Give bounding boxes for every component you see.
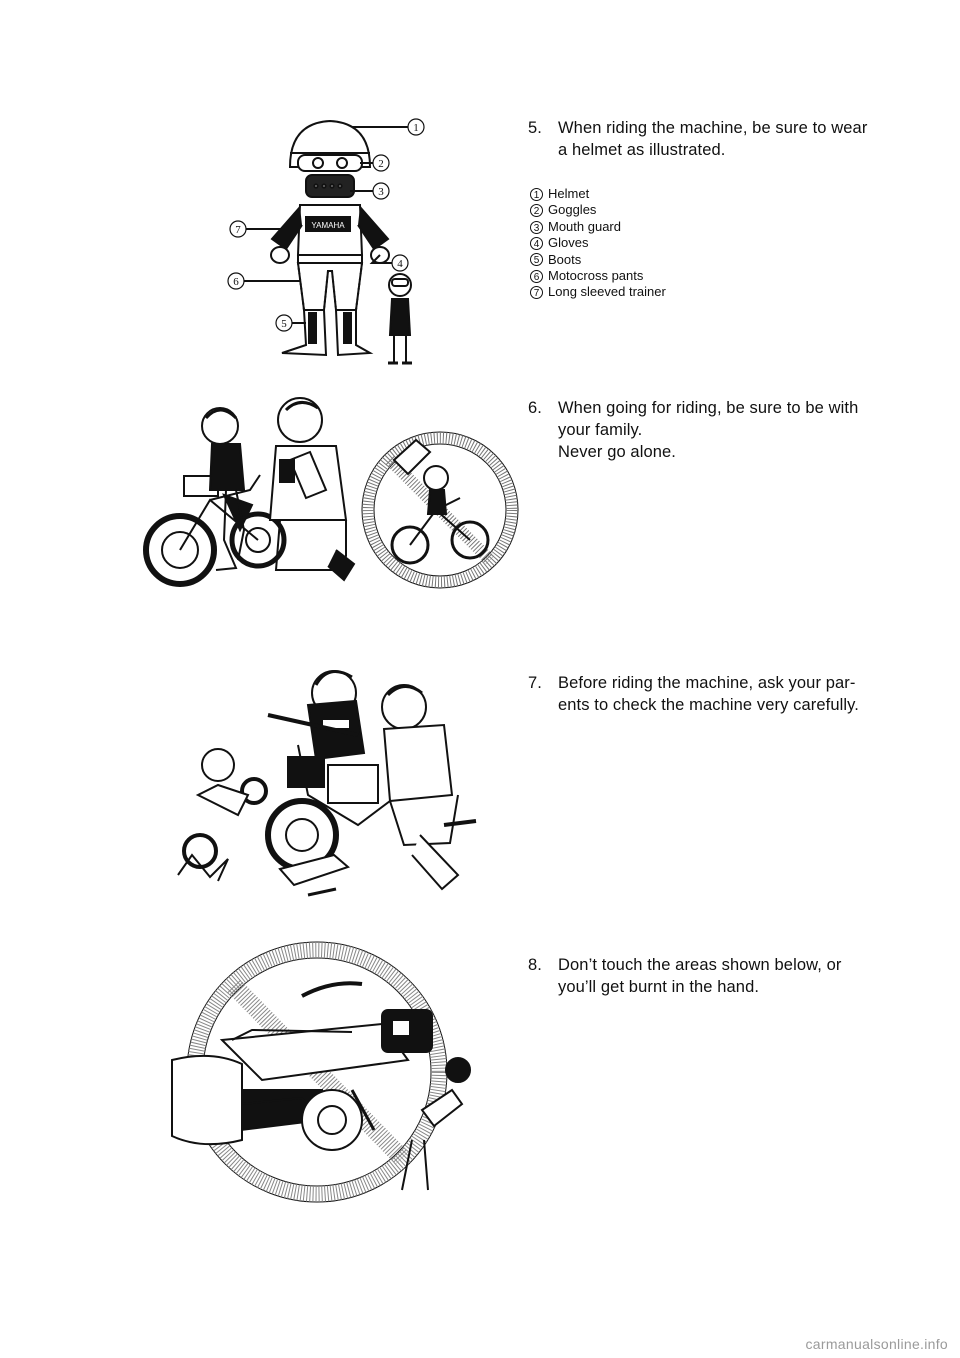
step-number: 6. [528, 399, 542, 417]
legend-mark: 2 [530, 204, 543, 217]
gear-legend [530, 186, 666, 301]
step-text-line: a helmet as illustrated. [558, 141, 726, 159]
figure-callout-7: 7 [235, 224, 241, 236]
figure-callout-3: 3 [378, 186, 384, 198]
step-number: 7. [528, 674, 542, 692]
legend-label: Mouth guard [548, 218, 621, 234]
figure-callout-6: 6 [233, 276, 239, 288]
chest-logo: YAMAHA [311, 221, 345, 230]
step-number: 8. [528, 956, 542, 974]
step-7 [528, 672, 948, 716]
legend-label: Goggles [548, 202, 597, 218]
legend-item [530, 268, 666, 284]
legend-mark: 4 [530, 237, 543, 250]
figure-callout-1: 1 [413, 122, 419, 134]
figure-callout-5: 5 [281, 318, 287, 330]
figure-callout-4: 4 [397, 258, 403, 270]
legend-label: Motocross pants [548, 268, 644, 284]
step-text-line: ents to check the machine very carefully. [558, 696, 859, 714]
step-number: 5. [528, 119, 542, 137]
legend-label: Helmet [548, 186, 590, 201]
step-text-line: your family. [558, 421, 643, 439]
legend-mark: 1 [530, 188, 543, 201]
step-text-line: Never go alone. [558, 443, 676, 461]
legend-label: Boots [548, 251, 582, 267]
step-text-line: Before riding the machine, ask your par- [558, 674, 856, 692]
step-text-line: When going for riding, be sure to be with [558, 399, 859, 417]
legend-item [530, 252, 666, 268]
step-text-line: When riding the machine, be sure to wear [558, 119, 868, 137]
legend-item [530, 202, 666, 218]
legend-item [530, 219, 666, 235]
hot-parts-warning-illustration [152, 940, 482, 1205]
legend-mark: 3 [530, 221, 543, 234]
step-8 [528, 954, 948, 998]
step-text-line: Don’t touch the areas shown below, or [558, 956, 842, 974]
watermark: carmanualsonline.info [805, 1336, 948, 1352]
step-5 [528, 117, 948, 161]
legend-mark: 6 [530, 270, 543, 283]
legend-item [530, 235, 666, 251]
figure-callout-2: 2 [378, 158, 384, 170]
legend-item [530, 186, 666, 202]
rider-gear-illustration [210, 105, 440, 380]
legend-mark: 5 [530, 253, 543, 266]
legend-mark: 7 [530, 286, 543, 299]
legend-label: Gloves [548, 235, 589, 251]
legend-item [530, 284, 666, 300]
step-6 [528, 397, 948, 463]
parent-inspection-illustration [158, 645, 488, 910]
family-riding-illustration [140, 380, 525, 605]
legend-label: Long sleeved trainer [548, 284, 666, 300]
step-text-line: you’ll get burnt in the hand. [558, 978, 760, 996]
